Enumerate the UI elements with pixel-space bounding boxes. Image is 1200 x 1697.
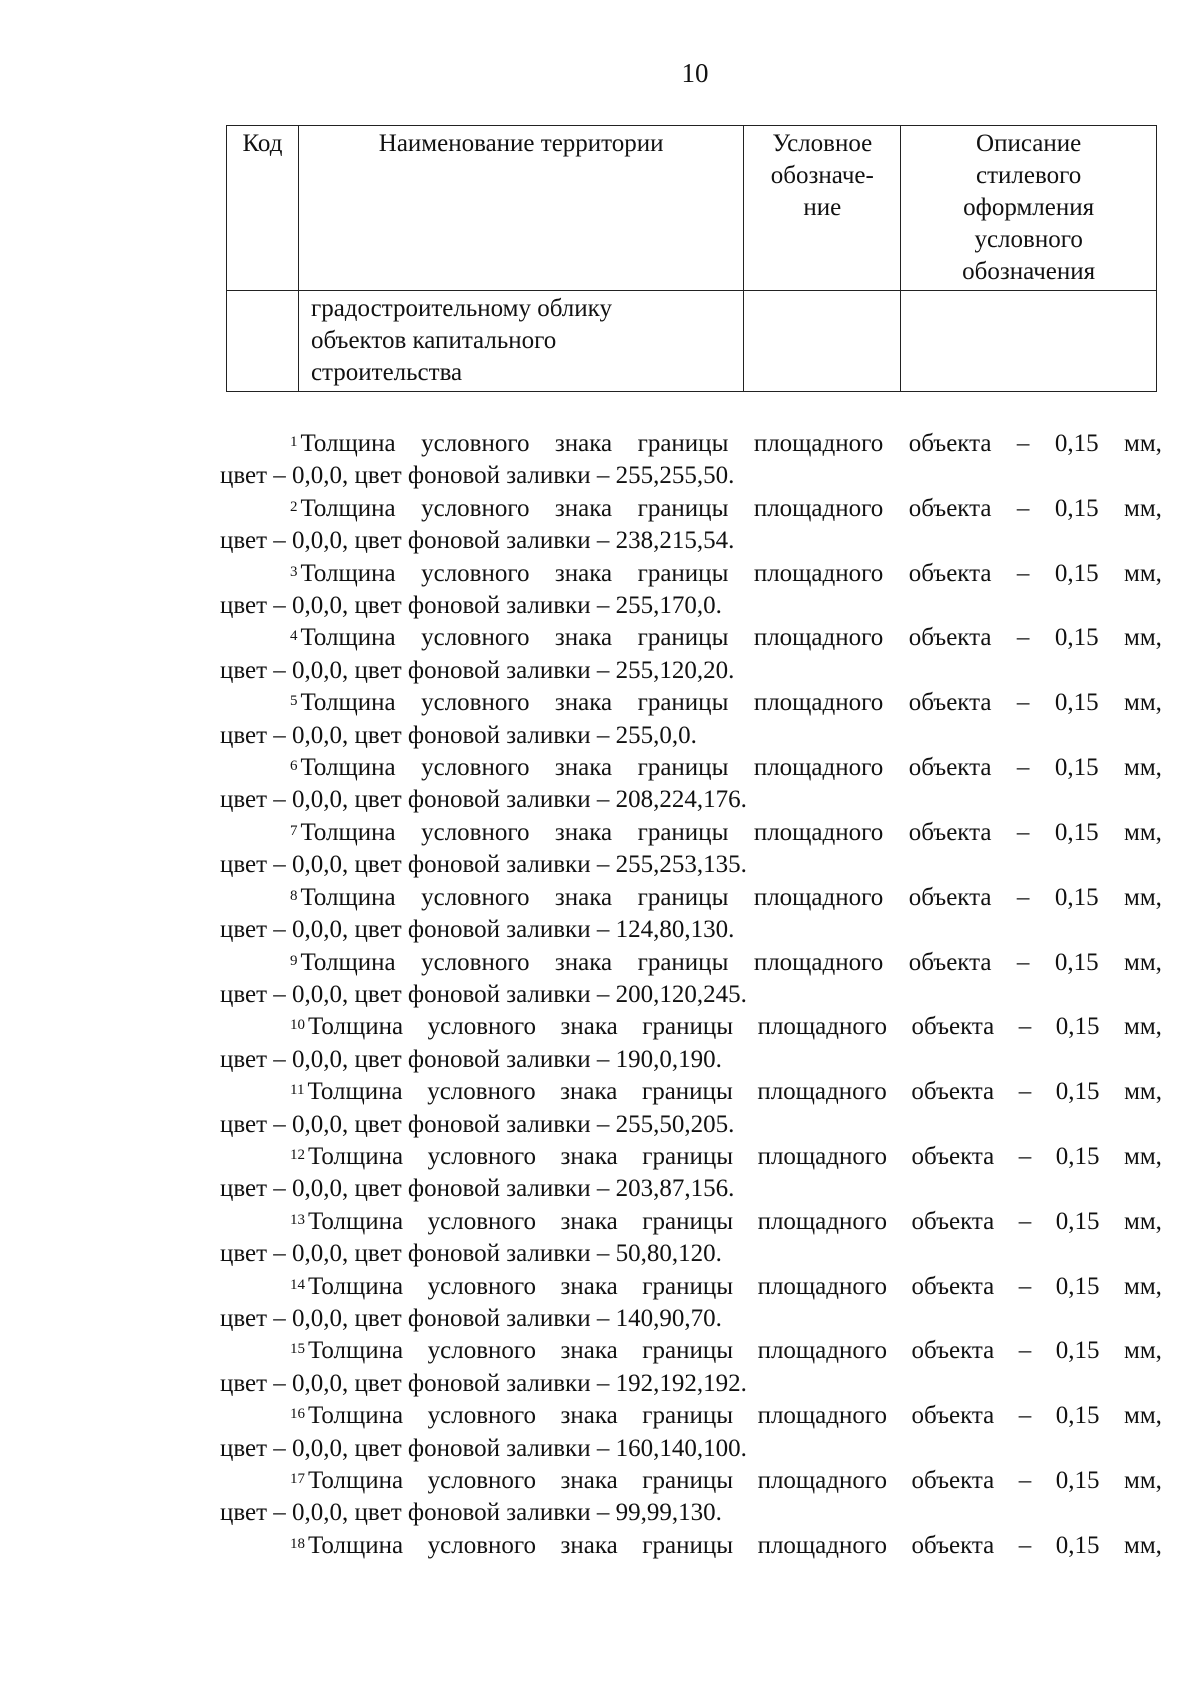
footnote-second-line: цвет – 0,0,0, цвет фоновой заливки – 255,120,20. — [220, 656, 735, 684]
footnote-word: площадного — [753, 494, 884, 522]
footnote-word: площадного — [757, 1531, 887, 1559]
footnote-word: 0,15 — [1054, 818, 1099, 846]
footnote-word: – — [1018, 1531, 1032, 1559]
footnote-word: – — [1018, 1337, 1032, 1365]
header-style-line: Описание — [976, 130, 1082, 157]
footnote — [220, 1011, 1162, 1076]
footnote-word: мм, — [1124, 1531, 1162, 1559]
footnote-word: границы — [642, 1272, 734, 1300]
footnote-word: мм, — [1124, 948, 1162, 976]
header-symbol — [744, 126, 901, 291]
footnote-word: 0,15 — [1054, 430, 1099, 457]
footnote-word: объекта — [908, 883, 992, 911]
footnote-second-line: цвет – 0,0,0, цвет фоновой заливки – 50,80,120. — [220, 1240, 722, 1268]
footnote-word: – — [1016, 818, 1030, 846]
footnote-number: 14 — [290, 1276, 305, 1293]
footnote-word: знака — [554, 689, 613, 717]
footnote-word: площадного — [757, 1207, 887, 1235]
footnote-word: площадного — [753, 818, 884, 846]
footnote-word: – — [1018, 1013, 1032, 1041]
footnote-first-line — [220, 882, 1162, 914]
footnote-word-text: Толщина — [300, 948, 396, 976]
footnote-word: знака — [554, 883, 613, 911]
footnote-word: объекта — [911, 1402, 995, 1430]
footnote-first-line — [220, 1206, 1162, 1238]
footnote-word: объекта — [908, 948, 992, 976]
footnote-word-text: Толщина — [308, 1531, 404, 1559]
footnote-word: знака — [560, 1078, 618, 1106]
footnote-word: знака — [554, 624, 613, 652]
footnote-number: 7 — [290, 822, 298, 839]
footnote-word — [290, 1206, 403, 1238]
footnote-word: площадного — [757, 1337, 887, 1365]
header-code: Код — [227, 126, 299, 291]
footnote-second-line: цвет – 0,0,0, цвет фоновой заливки – 208,224,176. — [220, 786, 747, 814]
footnote-second-line: цвет – 0,0,0, цвет фоновой заливки – 140,90,70. — [220, 1304, 722, 1332]
footnote-word: границы — [637, 689, 729, 717]
footnote-word: 0,15 — [1055, 1531, 1100, 1559]
footnote-word: объекта — [911, 1142, 995, 1170]
footnote-word — [290, 947, 396, 979]
footnote-word: границы — [642, 1013, 734, 1041]
footnote-word: знака — [560, 1402, 618, 1430]
footnote-word: 0,15 — [1055, 1272, 1100, 1300]
footnote — [220, 817, 1162, 882]
footnote-word: – — [1016, 754, 1030, 782]
footnote-word: 0,15 — [1055, 1467, 1100, 1494]
footnote-first-line — [220, 622, 1162, 654]
footnote-word: знака — [554, 494, 613, 522]
footnote-word: – — [1018, 1467, 1032, 1494]
cell-symbol — [744, 291, 901, 392]
footnote-word: границы — [641, 1078, 733, 1106]
footnote-number: 13 — [290, 1211, 305, 1228]
footnote-word: 0,15 — [1055, 1337, 1100, 1365]
footnote-word: условного — [421, 559, 530, 587]
footnote-word: границы — [637, 948, 729, 976]
cell-style — [901, 291, 1157, 392]
footnote-word-text: Толщина — [308, 1272, 404, 1300]
table-header-row — [227, 126, 1157, 291]
footnote-word — [290, 687, 396, 719]
footnote-word: объекта — [911, 1467, 995, 1494]
footnote-word: площадного — [757, 1467, 887, 1494]
footnote-word: мм, — [1124, 1078, 1162, 1106]
footnote-word: – — [1016, 948, 1030, 976]
footnote-first-line — [220, 1271, 1162, 1303]
footnote-first-line — [220, 493, 1162, 525]
footnote-word: площадного — [757, 1142, 887, 1170]
footnote-word: условного — [421, 818, 530, 846]
footnote-word — [290, 558, 396, 590]
footnote — [220, 428, 1162, 493]
footnote-word: условного — [427, 1337, 537, 1365]
footnote-word: 0,15 — [1055, 1013, 1100, 1041]
footnote-word: объекта — [911, 1013, 995, 1041]
footnote-first-line — [220, 1011, 1162, 1043]
footnote-word: мм, — [1124, 559, 1162, 587]
footnote-word: 0,15 — [1055, 1078, 1100, 1106]
footnote-number: 11 — [290, 1082, 305, 1099]
footnote-number: 1 — [290, 434, 298, 450]
cell-code — [227, 291, 299, 392]
footnote-word: мм, — [1124, 624, 1162, 652]
footnote-word: – — [1016, 559, 1030, 587]
footnote-word: 0,15 — [1055, 1402, 1100, 1430]
footnote-number: 10 — [290, 1017, 305, 1034]
footnote-word — [290, 1335, 403, 1367]
footnote-word: знака — [560, 1337, 618, 1365]
footnote-word: условного — [421, 430, 530, 457]
footnote-word: – — [1018, 1207, 1032, 1235]
footnote-word: условного — [427, 1531, 537, 1559]
footnote-word: знака — [560, 1207, 618, 1235]
footnote-word: условного — [427, 1272, 537, 1300]
header-style-line: обозначения — [962, 258, 1096, 285]
footnote-word: границы — [637, 494, 729, 522]
footnote-word: – — [1016, 624, 1030, 652]
footnote — [220, 1076, 1162, 1141]
footnote-word-text: Толщина — [300, 430, 396, 457]
footnote-word: площадного — [757, 1013, 887, 1041]
footnote-first-line — [220, 1530, 1162, 1562]
footnote-word — [290, 1530, 403, 1562]
footnote-number: 12 — [290, 1146, 305, 1163]
footnote-first-line — [220, 1400, 1162, 1432]
footnote — [220, 558, 1162, 623]
footnote-word-text: Толщина — [307, 1078, 403, 1106]
footnote-word: условного — [421, 948, 530, 976]
footnote-second-line: цвет – 0,0,0, цвет фоновой заливки – 192,192,192. — [220, 1369, 747, 1397]
footnote-word — [290, 428, 396, 460]
header-style-line: оформления — [963, 194, 1095, 221]
footnote-word-text: Толщина — [300, 624, 396, 652]
footnote-word: объекта — [911, 1531, 995, 1559]
footnote-word: мм, — [1124, 689, 1162, 717]
footnote — [220, 1271, 1162, 1336]
footnote-word — [290, 622, 396, 654]
footnote-second-line: цвет – 0,0,0, цвет фоновой заливки – 99,99,130. — [220, 1499, 722, 1527]
footnote-word: границы — [637, 883, 729, 911]
footnote-word: – — [1018, 1078, 1032, 1106]
footnote-word: объекта — [908, 559, 992, 587]
footnote-word: условного — [421, 494, 530, 522]
footnote-word — [290, 882, 396, 914]
footnote-word: 0,15 — [1055, 1207, 1100, 1235]
footnote-word: границы — [642, 1142, 734, 1170]
footnote-word: условного — [427, 1402, 537, 1430]
footnote-word — [290, 1141, 403, 1173]
footnote-word: – — [1016, 883, 1030, 911]
cell-name-line: объектов капитального — [310, 327, 557, 354]
footnote-word — [290, 817, 396, 849]
footnote — [220, 1335, 1162, 1400]
footnote-word: границы — [642, 1531, 734, 1559]
footnote-word-text: Толщина — [300, 689, 396, 717]
footnote-word: площадного — [753, 559, 884, 587]
footnote-word: 0,15 — [1054, 883, 1099, 911]
footnote-first-line — [220, 947, 1162, 979]
footnote-word: границы — [637, 559, 729, 587]
header-style — [901, 126, 1157, 291]
footnote-word: мм, — [1124, 818, 1162, 846]
footnote-word: границы — [637, 754, 729, 782]
footnote-second-line: цвет – 0,0,0, цвет фоновой заливки – 190,0,190. — [220, 1045, 722, 1073]
footnote-word: мм, — [1124, 494, 1162, 522]
footnote-word: условного — [421, 624, 530, 652]
footnote — [220, 1465, 1162, 1530]
footnote-word: знака — [554, 948, 613, 976]
footnote-word-text: Толщина — [308, 1013, 404, 1041]
footnote-word: объекта — [911, 1272, 995, 1300]
footnote-word: объекта — [911, 1337, 995, 1365]
footnote-second-line: цвет – 0,0,0, цвет фоновой заливки – 255,255,50. — [220, 462, 735, 490]
footnote-word: границы — [637, 818, 729, 846]
footnote-word: мм, — [1124, 1013, 1162, 1041]
footnote-first-line — [220, 428, 1162, 460]
footnote-word: – — [1018, 1142, 1032, 1170]
footnote-word: площадного — [757, 1272, 887, 1300]
footnote-number: 18 — [290, 1535, 305, 1552]
footnote-second-line: цвет – 0,0,0, цвет фоновой заливки – 255,253,135. — [220, 851, 747, 879]
footnote-word: знака — [554, 559, 613, 587]
footnote-word: мм, — [1124, 1272, 1162, 1300]
footnote-word: объекта — [911, 1078, 995, 1106]
footnote-word: – — [1016, 430, 1030, 457]
footnote-word: объекта — [908, 689, 992, 717]
footnote-word: площадного — [753, 754, 884, 782]
footnote-word: мм, — [1124, 1142, 1162, 1170]
footnote-word — [290, 1076, 403, 1108]
cell-name-line: градостроительному облику — [310, 295, 612, 322]
footnote-word: условного — [427, 1142, 537, 1170]
footnote-word: площадного — [757, 1402, 887, 1430]
footnote-second-line: цвет – 0,0,0, цвет фоновой заливки – 200,120,245. — [220, 980, 747, 1008]
footnote-word — [290, 1400, 403, 1432]
cell-name — [298, 291, 743, 392]
footnote-word-text: Толщина — [308, 1467, 404, 1494]
footnotes — [220, 428, 1162, 1562]
footnote-word: объекта — [908, 624, 992, 652]
footnote-number: 4 — [290, 628, 298, 645]
footnote-word: объекта — [911, 1207, 995, 1235]
footnote-word: границы — [642, 1337, 734, 1365]
cell-name-line: строительства — [310, 359, 463, 386]
footnote-word: границы — [637, 624, 729, 652]
header-symbol-line: обозначе- — [770, 162, 874, 189]
footnote-second-line: цвет – 0,0,0, цвет фоновой заливки – 238,215,54. — [220, 527, 735, 555]
footnote-word: мм, — [1124, 1402, 1162, 1430]
footnote-first-line — [220, 1141, 1162, 1173]
footnote-word: знака — [560, 1142, 618, 1170]
footnote-word: знака — [554, 754, 613, 782]
footnote-word: 0,15 — [1054, 559, 1099, 587]
footnote-word: знака — [554, 430, 613, 457]
footnote-word: площадного — [753, 883, 884, 911]
footnote-word: площадного — [757, 1078, 887, 1106]
footnote-word — [290, 1465, 403, 1497]
footnote-word-text: Толщина — [300, 559, 396, 587]
footnote-word: объекта — [908, 430, 992, 457]
footnote-word: условного — [421, 754, 530, 782]
footnote-word: границы — [642, 1402, 734, 1430]
footnote-word: 0,15 — [1054, 494, 1099, 522]
footnote-word: границы — [642, 1467, 734, 1494]
footnote-word: знака — [560, 1531, 618, 1559]
footnote-word-text: Толщина — [300, 754, 396, 782]
footnote-word: – — [1018, 1402, 1032, 1430]
footnote-second-line: цвет – 0,0,0, цвет фоновой заливки – 255,50,205. — [220, 1110, 735, 1138]
footnote-word: условного — [421, 883, 530, 911]
footnote-word-text: Толщина — [300, 494, 396, 522]
footnote — [220, 622, 1162, 687]
footnote-first-line — [220, 1465, 1162, 1497]
footnote — [220, 1530, 1162, 1562]
footnote — [220, 947, 1162, 1012]
footnote-word: мм, — [1124, 1337, 1162, 1365]
footnote-first-line — [220, 687, 1162, 719]
table-row — [227, 291, 1157, 392]
footnote-word: мм, — [1124, 1467, 1162, 1494]
legend-table — [226, 125, 1157, 392]
footnote-word: 0,15 — [1054, 689, 1099, 717]
footnote — [220, 493, 1162, 558]
footnote-word: условного — [427, 1013, 537, 1041]
header-name: Наименование территории — [298, 126, 743, 291]
footnote-word: объекта — [908, 494, 992, 522]
footnote-word-text: Толщина — [300, 818, 396, 846]
footnote-word-text: Толщина — [308, 1337, 404, 1365]
footnote-number: 16 — [290, 1406, 305, 1423]
footnote-second-line: цвет – 0,0,0, цвет фоновой заливки – 255,0,0. — [220, 721, 697, 749]
footnote-word: условного — [421, 689, 530, 717]
header-symbol-line: ние — [803, 194, 842, 221]
footnote-word — [290, 752, 396, 784]
footnote-word: знака — [560, 1272, 618, 1300]
footnote — [220, 1206, 1162, 1271]
footnote-word: площадного — [753, 689, 884, 717]
footnote-word: 0,15 — [1054, 624, 1099, 652]
footnote — [220, 1400, 1162, 1465]
footnote-word-text: Толщина — [308, 1207, 404, 1235]
footnote — [220, 1141, 1162, 1206]
footnote-word — [290, 493, 396, 525]
footnote-word — [290, 1271, 403, 1303]
footnote-word: объекта — [908, 754, 992, 782]
footnote-second-line: цвет – 0,0,0, цвет фоновой заливки – 160,140,100. — [220, 1434, 747, 1462]
footnote-first-line — [220, 1335, 1162, 1367]
footnote-word: 0,15 — [1054, 754, 1099, 782]
footnote-word-text: Толщина — [300, 883, 396, 911]
footnote — [220, 882, 1162, 947]
footnote-first-line — [220, 1076, 1162, 1108]
header-symbol-line: Условное — [772, 130, 873, 157]
footnote-word: условного — [427, 1207, 537, 1235]
footnote-number: 17 — [290, 1471, 305, 1487]
footnote-word-text: Толщина — [308, 1142, 404, 1170]
footnote-word: границы — [642, 1207, 734, 1235]
footnote-first-line — [220, 558, 1162, 590]
footnote-second-line: цвет – 0,0,0, цвет фоновой заливки – 255,170,0. — [220, 592, 722, 620]
footnote-number: 3 — [290, 563, 298, 580]
footnote-word-text: Толщина — [308, 1402, 404, 1430]
footnote-word: мм, — [1124, 430, 1162, 457]
footnote-number: 6 — [290, 758, 298, 775]
footnote-word: – — [1016, 494, 1030, 522]
footnote-first-line — [220, 817, 1162, 849]
footnote-word: условного — [427, 1467, 537, 1494]
page-number: 10 — [681, 58, 709, 88]
footnote — [220, 687, 1162, 752]
footnote-number: 9 — [290, 952, 298, 969]
header-style-line: условного — [974, 226, 1083, 253]
footnote-second-line: цвет – 0,0,0, цвет фоновой заливки – 124,80,130. — [220, 916, 735, 944]
footnote-word: – — [1018, 1272, 1032, 1300]
footnote-word: знака — [554, 818, 613, 846]
footnote-word: площадного — [753, 948, 884, 976]
footnote-word: границы — [637, 430, 729, 457]
footnote-word: площадного — [753, 624, 884, 652]
footnote-word: – — [1016, 689, 1030, 717]
footnote-number: 15 — [290, 1341, 305, 1358]
footnote-word: 0,15 — [1055, 1142, 1100, 1170]
footnote-first-line — [220, 752, 1162, 784]
footnote-second-line: цвет – 0,0,0, цвет фоновой заливки – 203,87,156. — [220, 1175, 735, 1203]
footnote-word — [290, 1011, 403, 1043]
footnote — [220, 752, 1162, 817]
footnote-word: условного — [427, 1078, 536, 1106]
footnote-word: 0,15 — [1054, 948, 1099, 976]
footnote-word: знака — [560, 1013, 618, 1041]
footnote-word: объекта — [908, 818, 992, 846]
footnote-number: 5 — [290, 693, 298, 710]
footnote-number: 8 — [290, 887, 298, 904]
footnote-number: 2 — [290, 498, 298, 515]
footnote-word: знака — [560, 1467, 618, 1494]
header-style-line: стилевого — [976, 162, 1082, 189]
footnote-word: мм, — [1124, 883, 1162, 911]
footnote-word: площадного — [753, 430, 884, 457]
footnote-word: мм, — [1124, 1207, 1162, 1235]
footnote-word: мм, — [1124, 754, 1162, 782]
